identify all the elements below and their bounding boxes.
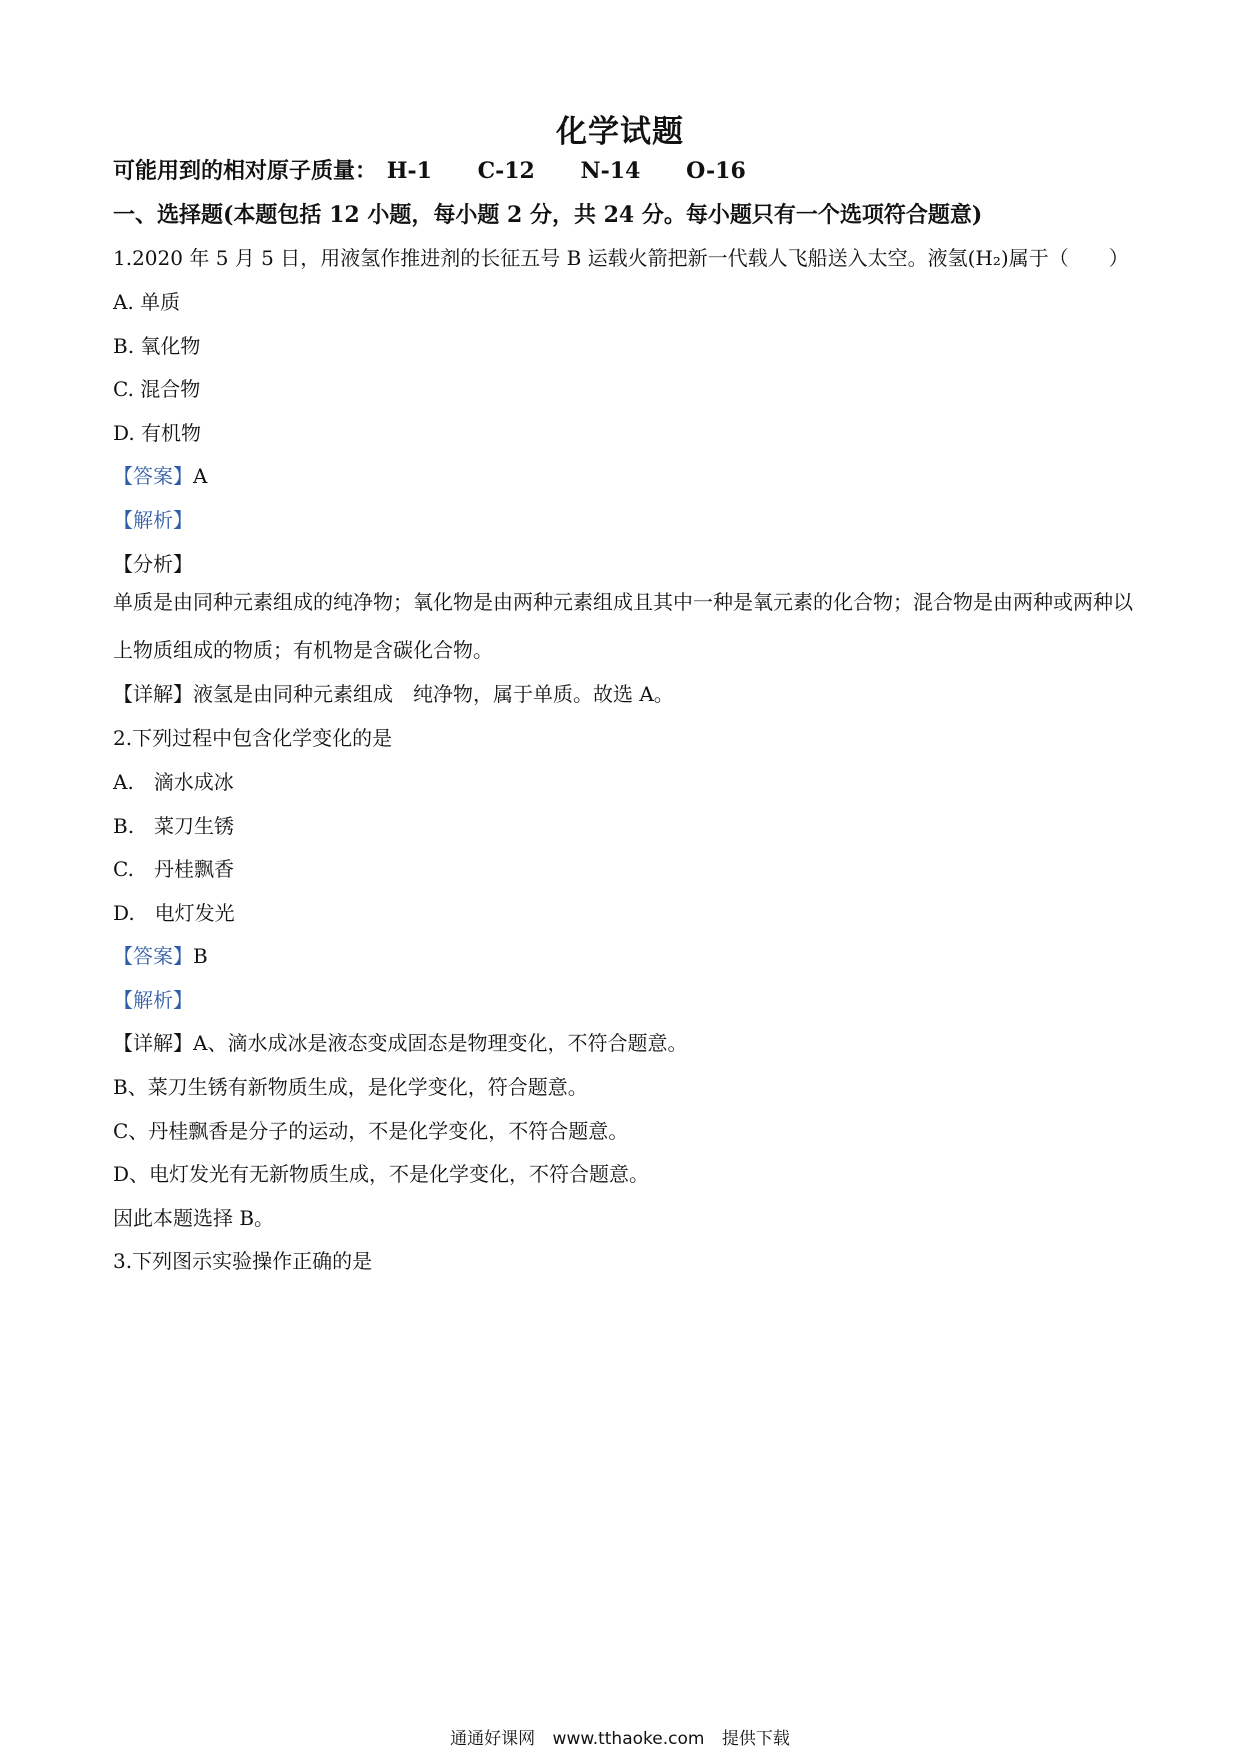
q2-conclusion: 因此本题选择 B。: [113, 1206, 275, 1230]
q1-fenxi-tag: 【分析】: [113, 552, 193, 576]
q2-detail-line: B、菜刀生锈有新物质生成，是化学变化，符合题意。: [113, 1075, 588, 1099]
q2-analysis: [113, 984, 193, 1013]
q2-answer: [113, 940, 208, 969]
q2-answer-value: B: [193, 944, 208, 968]
atomic-mass-line: [113, 154, 746, 185]
atomic-mass-o: O-16: [686, 158, 746, 184]
footer-url[interactable]: www.tthaoke.com: [552, 1729, 705, 1749]
q1-option-c: C. 混合物: [113, 377, 201, 401]
atomic-mass-h: H-1: [386, 158, 432, 184]
q2-detail-line: D、电灯发光有无新物质生成，不是化学变化，不符合题意。: [113, 1162, 650, 1186]
page-title: 化学试题: [556, 114, 684, 150]
q1-fenxi-text: 单质是由同种元素组成的纯净物；氧化物是由两种元素组成且其中一种是氧元素的化合物；混合物是由两种或两种以上物质组成的物质；有机物是含碳化合物。: [113, 590, 1133, 662]
q1-answer-tag: 【答案】: [113, 464, 193, 488]
q1-stem: 1.2020 年 5 月 5 日，用液氢作推进剂的长征五号 B 运载火箭把新一代载人飞船送入太空。液氢(H₂)属于（ ）: [113, 246, 1129, 270]
q2-answer-tag: 【答案】: [113, 944, 193, 968]
q1-analysis-tag: 【解析】: [113, 508, 193, 532]
q2-option-d: D. 电灯发光: [113, 901, 235, 925]
q2-option-c: C. 丹桂飘香: [113, 857, 234, 881]
atomic-mass-n: N-14: [580, 158, 641, 184]
q1-option-b: B. 氧化物: [113, 334, 201, 358]
q3-stem: 3.下列图示实验操作正确的是: [113, 1249, 373, 1273]
q1-answer-value: A: [193, 464, 208, 488]
footer-site-name: 通通好课网: [450, 1729, 536, 1749]
footer-tagline: 提供下载: [721, 1729, 790, 1749]
q2-option-a: A. 滴水成冰: [113, 770, 234, 794]
atomic-mass-label: 可能用到的相对原子质量：: [113, 158, 378, 184]
atomic-mass-c: C-12: [477, 158, 535, 184]
section-header: 一、选择题(本题包括 12 小题，每小题 2 分，共 24 分。每小题只有一个选项符合题意): [113, 202, 983, 228]
q2-stem: 2.下列过程中包含化学变化的是: [113, 726, 393, 750]
q2-detail-line: C、丹桂飘香是分子的运动，不是化学变化，不符合题意。: [113, 1119, 629, 1143]
q1-option-d: D. 有机物: [113, 421, 202, 445]
q1-answer: [113, 460, 207, 489]
q2-detail-line: 【详解】A、滴水成冰是液态变成固态是物理变化，不符合题意。: [113, 1031, 688, 1055]
q1-analysis: [113, 504, 193, 533]
page-footer: [0, 1724, 1240, 1749]
q1-option-a: A. 单质: [113, 290, 181, 314]
q2-option-b: B. 菜刀生锈: [113, 814, 235, 838]
q2-analysis-tag: 【解析】: [113, 988, 193, 1012]
q1-detail: 【详解】液氢是由同种元素组成 纯净物，属于单质。故选 A。: [113, 682, 674, 706]
